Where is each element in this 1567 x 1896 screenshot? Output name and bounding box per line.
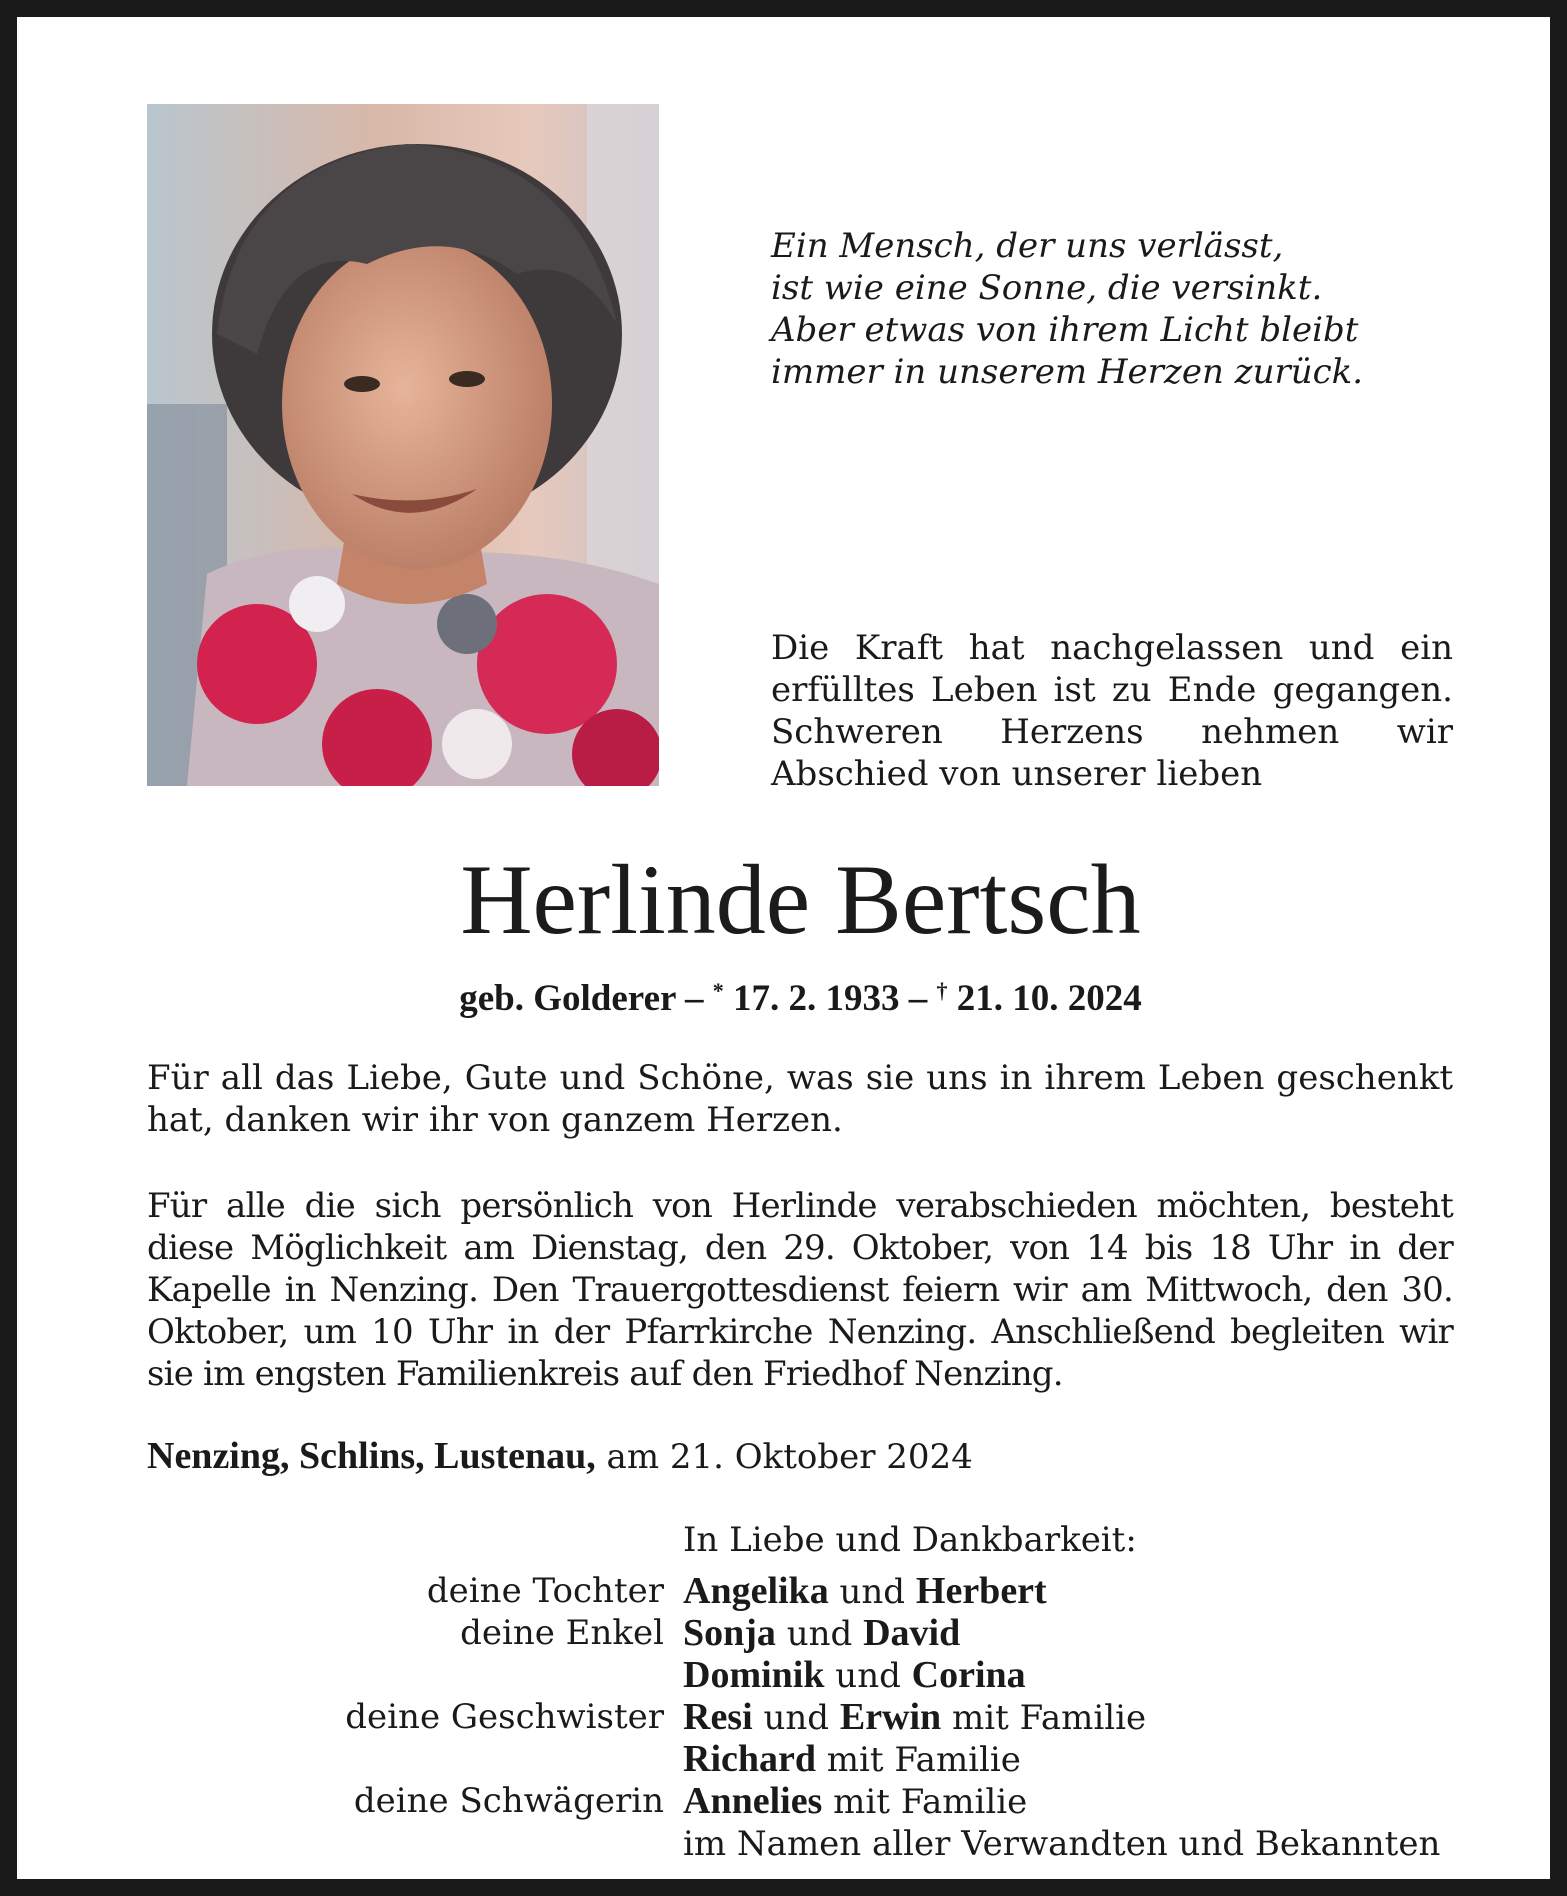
poem [771, 225, 1471, 393]
portrait-image [147, 104, 659, 786]
maiden-name: geb. Golderer [459, 978, 676, 1019]
poem-line: Ein Mensch, der uns verlässt, [771, 226, 1284, 266]
place-date [147, 1435, 973, 1478]
family-row [17, 1612, 1567, 1654]
family-name: Resi [683, 1696, 753, 1738]
closing-line: In Liebe und Dankbarkeit: [683, 1520, 1137, 1560]
date-separator: – [675, 978, 713, 1019]
family-conj: und [824, 1656, 912, 1696]
poem-line: immer in unserem Herzen zurück. [771, 352, 1364, 392]
family-name: Sonja [683, 1612, 776, 1654]
birth-symbol: * [712, 978, 724, 1003]
family-name: David [863, 1612, 961, 1654]
death-symbol: † [936, 978, 948, 1003]
family-conj: und [775, 1614, 864, 1654]
family-names [683, 1822, 1440, 1865]
family-name: Herbert [915, 1570, 1047, 1612]
family-names [683, 1696, 1146, 1739]
death-date: 21. 10. 2024 [947, 978, 1142, 1019]
family-name: Corina [911, 1654, 1026, 1696]
family-relation: deine Tochter [426, 1571, 664, 1611]
family-suffix: mit Familie [822, 1782, 1028, 1822]
family-conj: und [828, 1572, 916, 1612]
family-name: Richard [683, 1738, 816, 1780]
family-name: Angelika [683, 1570, 829, 1612]
family-list [17, 1570, 1567, 1864]
family-row [17, 1570, 1567, 1612]
poem-line: Aber etwas von ihrem Licht bleibt [771, 310, 1359, 350]
family-suffix: im Namen aller Verwandten und Bekannten [683, 1824, 1441, 1864]
family-suffix: mit Familie [941, 1698, 1147, 1738]
family-relation: deine Schwägerin [353, 1781, 664, 1821]
portrait-photo [147, 104, 659, 786]
family-names [683, 1612, 960, 1655]
family-names [683, 1570, 1047, 1613]
thanks-paragraph: Für all das Liebe, Gute und Schöne, was sie uns in ihrem Leben geschenkt hat, danken wir ihr von ganzem Herzen. [147, 1058, 1453, 1140]
date-separator: – [899, 978, 937, 1019]
family-name: Erwin [839, 1696, 942, 1738]
family-name: Dominik [683, 1654, 825, 1696]
family-relation: deine Enkel [460, 1613, 664, 1653]
family-relation: deine Geschwister [345, 1697, 664, 1737]
intro-text: Die Kraft hat nachgelassen und ein erfülltes Leben ist zu Ende gegangen. Schweren Herzens nehmen wir Abschied von unserer lieben [771, 628, 1453, 794]
life-dates [17, 969, 1567, 1021]
family-row [17, 1822, 1567, 1864]
place-date-text: am 21. Oktober 2024 [595, 1437, 973, 1477]
deceased-name: Herlinde Bertsch [460, 844, 1141, 955]
family-names [683, 1780, 1027, 1823]
family-names [683, 1738, 1021, 1781]
poem-line: ist wie eine Sonne, die versinkt. [771, 268, 1323, 308]
birth-date: 17. 2. 1933 [723, 978, 900, 1019]
family-suffix: mit Familie [816, 1740, 1021, 1780]
family-names [683, 1654, 1026, 1697]
place-towns: Nenzing, Schlins, Lustenau, [147, 1435, 596, 1477]
family-row [17, 1696, 1567, 1738]
family-row [17, 1738, 1567, 1780]
service-paragraph: Für alle die sich persönlich von Herlinde verabschieden möchten, besteht diese Möglichkeit am Dienstag, den 29. Oktober, von 14 bis 18 Uhr in der Kapelle in Nenzing. Den Trauergottesdienst feiern wir am Mittwoch, den 30. Oktober, um 10 Uhr in der Pfarrkirche Nenzing. Anschließend begleiten wir sie im engsten Familienkreis auf den Friedhof Nenzing. [147, 1186, 1453, 1394]
family-row [17, 1780, 1567, 1822]
family-row [17, 1654, 1567, 1696]
family-name: Annelies [683, 1780, 823, 1822]
family-conj: und [752, 1698, 840, 1738]
